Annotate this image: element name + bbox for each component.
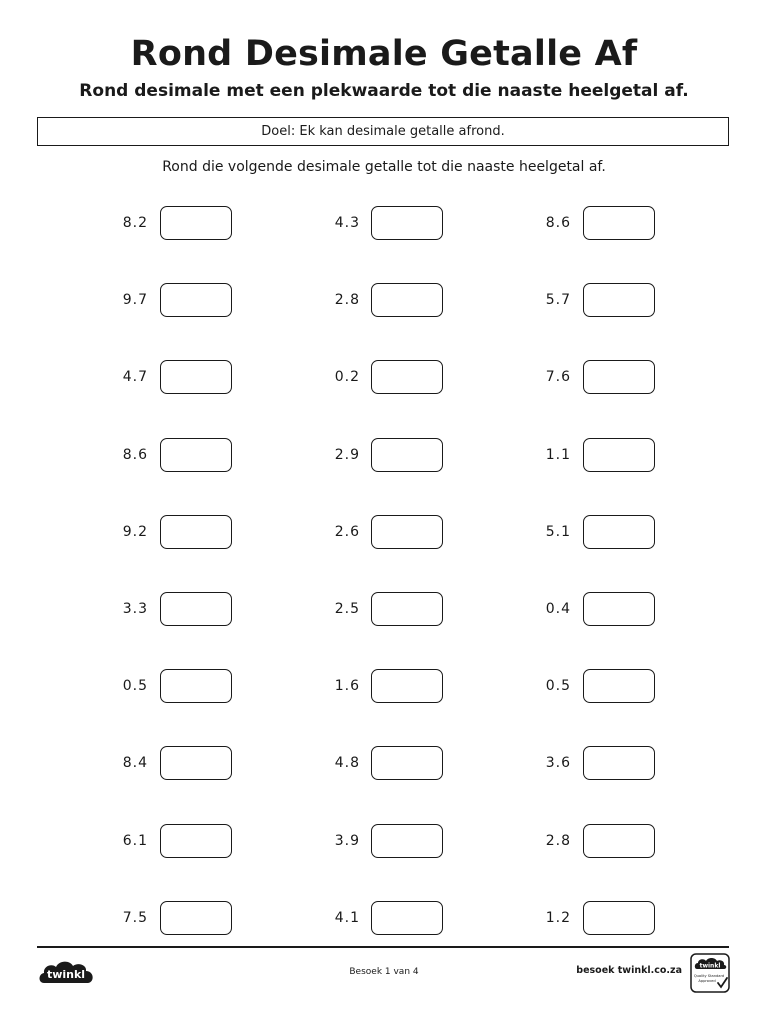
goal-text: Doel: Ek kan desimale getalle afrond. bbox=[261, 124, 505, 139]
decimal-number: 6.1 bbox=[122, 832, 148, 849]
answer-box[interactable] bbox=[583, 438, 655, 472]
decimal-number: 2.8 bbox=[334, 292, 360, 309]
answer-box[interactable] bbox=[583, 669, 655, 703]
decimal-number: 4.8 bbox=[334, 755, 360, 772]
answer-box[interactable] bbox=[583, 360, 655, 394]
decimal-number: 7.5 bbox=[122, 909, 148, 926]
decimal-number: 5.7 bbox=[545, 292, 571, 309]
decimal-number: 0.4 bbox=[545, 600, 571, 617]
answer-box[interactable] bbox=[371, 592, 443, 626]
problem-row bbox=[0, 669, 768, 746]
answer-box[interactable] bbox=[160, 592, 232, 626]
page-indicator: Besoek 1 van 4 bbox=[349, 967, 419, 977]
badge-line-1: Quality Standard bbox=[693, 974, 725, 978]
goal-box bbox=[37, 117, 729, 146]
site-link[interactable]: besoek twinkl.co.za bbox=[576, 965, 682, 976]
decimal-number: 1.1 bbox=[545, 446, 571, 463]
decimal-number: 9.7 bbox=[122, 292, 148, 309]
badge-brand: twinkl bbox=[699, 962, 721, 970]
decimal-number: 2.8 bbox=[545, 832, 571, 849]
problem-row bbox=[0, 592, 768, 669]
decimal-number: 8.4 bbox=[122, 755, 148, 772]
decimal-number: 2.9 bbox=[334, 446, 360, 463]
answer-box[interactable] bbox=[583, 283, 655, 317]
answer-box[interactable] bbox=[160, 515, 232, 549]
decimal-number: 4.3 bbox=[334, 215, 360, 231]
problem-row bbox=[0, 746, 768, 823]
instruction-text: Rond die volgende desimale getalle tot die naaste heelgetal af. bbox=[162, 159, 606, 175]
answer-box[interactable] bbox=[583, 901, 655, 935]
logo-text: twinkl bbox=[46, 968, 86, 981]
decimal-number: 3.3 bbox=[122, 600, 148, 617]
answer-box[interactable] bbox=[160, 824, 232, 858]
answer-box[interactable] bbox=[371, 360, 443, 394]
decimal-number: 3.6 bbox=[545, 755, 571, 772]
page-title: Rond Desimale Getalle Af bbox=[130, 34, 638, 74]
answer-box[interactable] bbox=[371, 669, 443, 703]
answer-box[interactable] bbox=[583, 592, 655, 626]
answer-box[interactable] bbox=[160, 438, 232, 472]
answer-box[interactable] bbox=[160, 901, 232, 935]
decimal-number: 2.6 bbox=[334, 523, 360, 540]
decimal-number: 2.5 bbox=[334, 600, 360, 617]
decimal-number: 5.1 bbox=[545, 523, 571, 540]
decimal-number: 0.2 bbox=[334, 369, 360, 386]
decimal-number: 9.2 bbox=[122, 523, 148, 540]
badge-line-2: Approved bbox=[698, 979, 716, 983]
answer-box[interactable] bbox=[160, 206, 232, 240]
decimal-number: 1.2 bbox=[545, 909, 571, 926]
decimal-number: 1.6 bbox=[334, 678, 360, 695]
answer-box[interactable] bbox=[371, 206, 443, 240]
decimal-number: 8.2 bbox=[122, 215, 148, 231]
answer-box[interactable] bbox=[371, 515, 443, 549]
answer-box[interactable] bbox=[583, 206, 655, 240]
decimal-number: 4.7 bbox=[122, 369, 148, 386]
footer-divider bbox=[37, 946, 729, 948]
decimal-number: 0.5 bbox=[122, 678, 148, 695]
answer-box[interactable] bbox=[371, 824, 443, 858]
answer-box[interactable] bbox=[160, 669, 232, 703]
problem-row bbox=[0, 206, 768, 283]
decimal-number: 0.5 bbox=[545, 678, 571, 695]
problem-row bbox=[0, 283, 768, 360]
problem-row bbox=[0, 438, 768, 515]
problem-grid bbox=[0, 206, 768, 978]
problem-row bbox=[0, 360, 768, 437]
answer-box[interactable] bbox=[371, 901, 443, 935]
page-subtitle: Rond desimale met een plekwaarde tot die naaste heelgetal af. bbox=[79, 81, 689, 101]
answer-box[interactable] bbox=[583, 824, 655, 858]
answer-box[interactable] bbox=[583, 515, 655, 549]
decimal-number: 8.6 bbox=[545, 215, 571, 231]
quality-badge-icon bbox=[690, 953, 730, 993]
problem-row bbox=[0, 824, 768, 901]
answer-box[interactable] bbox=[371, 283, 443, 317]
answer-box[interactable] bbox=[371, 438, 443, 472]
decimal-number: 4.1 bbox=[334, 909, 360, 926]
answer-box[interactable] bbox=[160, 746, 232, 780]
answer-box[interactable] bbox=[160, 360, 232, 394]
decimal-number: 7.6 bbox=[545, 369, 571, 386]
decimal-number: 3.9 bbox=[334, 832, 360, 849]
answer-box[interactable] bbox=[160, 283, 232, 317]
answer-box[interactable] bbox=[583, 746, 655, 780]
problem-row bbox=[0, 515, 768, 592]
answer-box[interactable] bbox=[371, 746, 443, 780]
decimal-number: 8.6 bbox=[122, 446, 148, 463]
